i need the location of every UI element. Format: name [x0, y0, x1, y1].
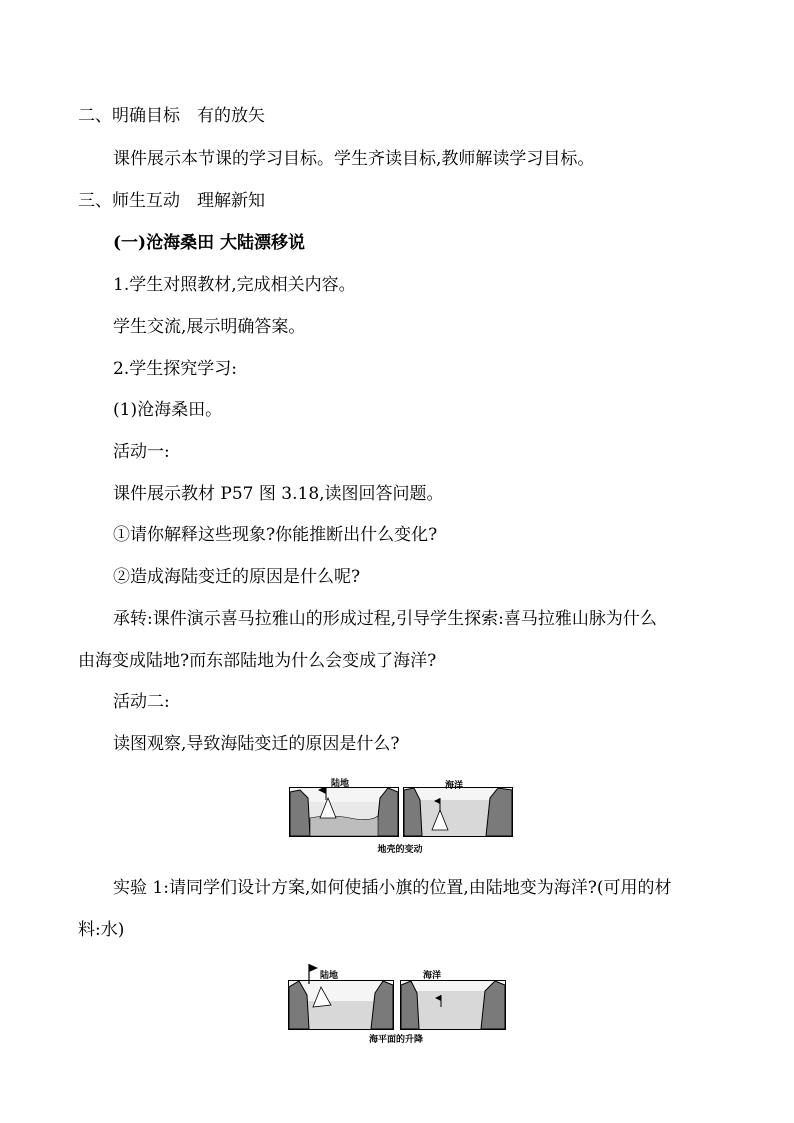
crust-land-diagram: [290, 788, 398, 836]
figure2-left-label: 陆地: [320, 971, 339, 981]
line-activity1: 活动一:: [113, 442, 170, 462]
line-courseware: 课件展示教材 P57 图 3.18,读图回答问题。: [113, 484, 444, 504]
figure1-caption: 地壳的变动: [377, 845, 423, 855]
line-transition-1: 承转:课件演示喜马拉雅山的形成过程,引导学生探索:喜马拉雅山脉为什么: [113, 609, 657, 629]
figure-sea-level-change: [286, 960, 506, 1046]
figure2-right-panel: [400, 980, 506, 1030]
line-question1: ①请你解释这些现象?你能推断出什么变化?: [113, 525, 438, 545]
line-experiment-2: 料:水): [78, 920, 125, 940]
line-observe: 读图观察,导致海陆变迁的原因是什么?: [113, 734, 400, 754]
figure1-left-label: 陆地: [331, 779, 350, 789]
line-exchange: 学生交流,展示明确答案。: [113, 317, 306, 337]
line-experiment-1: 实验 1:请同学们设计方案,如何使插小旗的位置,由陆地变为海洋?(可用的材: [113, 878, 672, 898]
figure-crust-movement: [287, 772, 513, 858]
sea-ocean-diagram: [401, 981, 505, 1029]
figure1-right-panel: [403, 787, 513, 837]
flag-icon: [306, 962, 320, 984]
line-question2: ②造成海陆变迁的原因是什么呢?: [113, 567, 361, 587]
figure2-right-label: 海洋: [423, 971, 442, 981]
figure1-right-label: 海洋: [445, 781, 464, 791]
line-activity2: 活动二:: [113, 692, 170, 712]
line-interaction-heading: 三、师生互动 理解新知: [78, 191, 265, 211]
figure2-left-panel: [288, 980, 394, 1030]
line-objective-heading: 二、明确目标 有的放矢: [78, 106, 265, 126]
line-transition-2: 由海变成陆地?而东部陆地为什么会变成了海洋?: [78, 651, 437, 671]
line-subtopic: (1)沧海桑田。: [113, 400, 223, 420]
sea-land-diagram: [289, 981, 393, 1029]
figure2-caption: 海平面的升降: [368, 1035, 423, 1045]
figure1-left-panel: [289, 787, 399, 837]
line-step1: 1.学生对照教材,完成相关内容。: [113, 275, 356, 295]
line-section-title: (一)沧海桑田 大陆漂移说: [113, 233, 306, 253]
crust-ocean-diagram: [404, 788, 512, 836]
line-step2: 2.学生探究学习:: [113, 359, 237, 379]
line-objective-text: 课件展示本节课的学习目标。学生齐读目标,教师解读学习目标。: [113, 149, 595, 169]
